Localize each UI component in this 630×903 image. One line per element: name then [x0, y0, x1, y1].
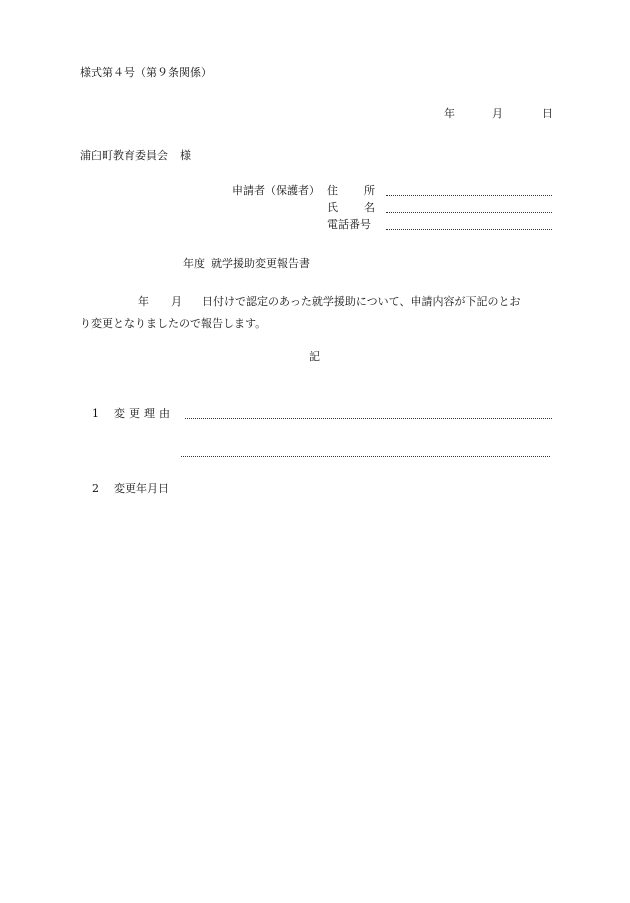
address-label-1: 住 — [327, 184, 338, 197]
addressee-name: 浦臼町教育委員会 — [80, 149, 168, 162]
phone-field[interactable] — [386, 229, 552, 230]
addressee — [80, 150, 191, 161]
body-line-2: り変更となりましたので報告します。 — [80, 317, 267, 330]
date-month: 月 — [492, 107, 503, 120]
form-number: 様式第４号（第９条関係） — [80, 66, 212, 79]
addressee-honorific: 様 — [180, 149, 191, 162]
item-2-label: 変更年月日 — [114, 482, 169, 495]
name-label-2: 名 — [364, 201, 375, 214]
name-label — [327, 202, 375, 213]
body-year: 年 — [138, 295, 149, 308]
date-day: 日 — [542, 107, 553, 120]
name-label-1: 氏 — [327, 201, 338, 214]
body-text-1: 日付けで認定のあった就学援助について、申請内容が下記のとお — [202, 295, 521, 308]
report-title — [183, 258, 310, 269]
item-2-number: 2 — [92, 482, 99, 495]
item-1-label: 変更理由 — [114, 407, 174, 420]
applicant-role: 申請者（保護者） — [232, 184, 320, 197]
item-1-number: 1 — [92, 407, 99, 420]
phone-label: 電話番号 — [327, 218, 371, 231]
address-label — [327, 185, 375, 196]
change-reason-field-2[interactable] — [181, 456, 550, 457]
date-year: 年 — [444, 107, 455, 120]
body-line-1 — [80, 296, 520, 307]
address-field[interactable] — [386, 195, 552, 196]
change-reason-field-1[interactable] — [185, 418, 552, 419]
ki-heading: 記 — [309, 350, 320, 363]
title-fiscal-year: 年度 — [183, 257, 205, 270]
body-month: 月 — [171, 295, 182, 308]
address-label-2: 所 — [364, 184, 375, 197]
title-text: 就学援助変更報告書 — [211, 257, 310, 270]
name-field[interactable] — [386, 212, 552, 213]
date-line — [444, 108, 553, 119]
